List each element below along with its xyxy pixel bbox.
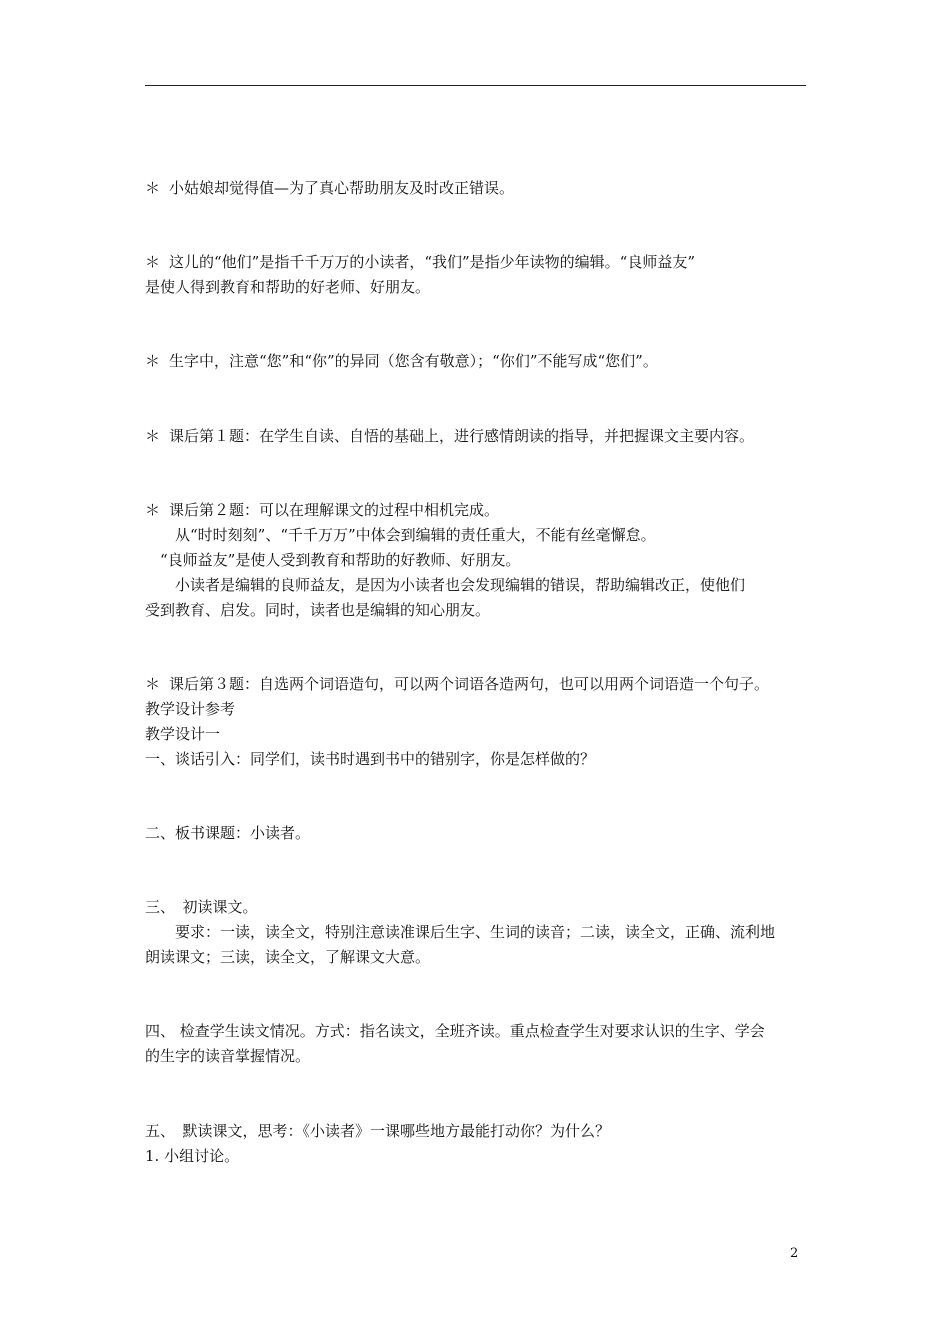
page-number: 2 bbox=[790, 1246, 799, 1261]
bullet-star: ＊ bbox=[145, 179, 161, 197]
header-rule bbox=[145, 85, 806, 86]
section-heading: 教学设计参考 bbox=[145, 700, 236, 718]
bullet-star: ＊ bbox=[145, 675, 161, 693]
text-line: “良师益友”是使人受到教育和帮助的好教师、好朋友。 bbox=[145, 551, 521, 569]
bullet-star: ＊ bbox=[145, 501, 161, 519]
section-heading: 教学设计一 bbox=[145, 725, 221, 743]
text-line: 二、板书课题：小读者。 bbox=[145, 824, 311, 842]
text-line: 一、谈话引入：同学们，读书时遇到书中的错别字，你是怎样做的？ bbox=[145, 750, 596, 768]
text-line: 受到教育、启发。同时，读者也是编辑的知心朋友。 bbox=[145, 601, 491, 619]
text-line: ＊ 课后第３题：自选两个词语造句，可以两个词语各造两句，也可以用两个词语造一个句子。 bbox=[145, 675, 770, 693]
bullet-star: ＊ bbox=[145, 352, 161, 370]
text-line: 三、 初读课文。 bbox=[145, 898, 258, 916]
text-line: 朗读课文；三读，读全文，了解课文大意。 bbox=[145, 948, 431, 966]
text-line: 五、 默读课文，思考：《小读者》一课哪些地方最能打动你？为什么？ bbox=[145, 1122, 611, 1140]
bullet-star: ＊ bbox=[145, 253, 161, 271]
bullet-star: ＊ bbox=[145, 427, 161, 445]
text-line: 小读者是编辑的良师益友，是因为小读者也会发现编辑的错误，帮助编辑改正，使他们 bbox=[145, 576, 746, 594]
text-line: ＊ 课后第２题：可以在理解课文的过程中相机完成。 bbox=[145, 501, 500, 519]
text-line: 从“时时刻刻”、“千千万万”中体会到编辑的责任重大，不能有丝毫懈怠。 bbox=[145, 526, 656, 544]
text-line: 是使人得到教育和帮助的好老师、好朋友。 bbox=[145, 278, 431, 296]
text-line: ＊ 课后第１题：在学生自读、自悟的基础上，进行感情朗读的指导，并把握课文主要内容。 bbox=[145, 427, 755, 445]
text-line: ＊ 生字中，注意“您”和“你”的异同（您含有敬意）；“你们”不能写成“您们”。 bbox=[145, 352, 658, 370]
text-line: 四、 检查学生读文情况。方式：指名读文，全班齐读。重点检查学生对要求认识的生字、学会 bbox=[145, 1022, 765, 1040]
text-line: ＊ 这儿的“他们”是指千千万万的小读者，“我们”是指少年读物的编辑。“良师益友” bbox=[145, 253, 696, 271]
text-line: ＊ 小姑娘却觉得值—为了真心帮助朋友及时改正错误。 bbox=[145, 179, 515, 197]
text-line: 要求：一读，读全文，特别注意读准课后生字、生词的读音；二读，读全文，正确、流利地 bbox=[145, 923, 776, 941]
text-line: 的生字的读音掌握情况。 bbox=[145, 1047, 311, 1065]
text-line: 1. 小组讨论。 bbox=[145, 1147, 240, 1165]
